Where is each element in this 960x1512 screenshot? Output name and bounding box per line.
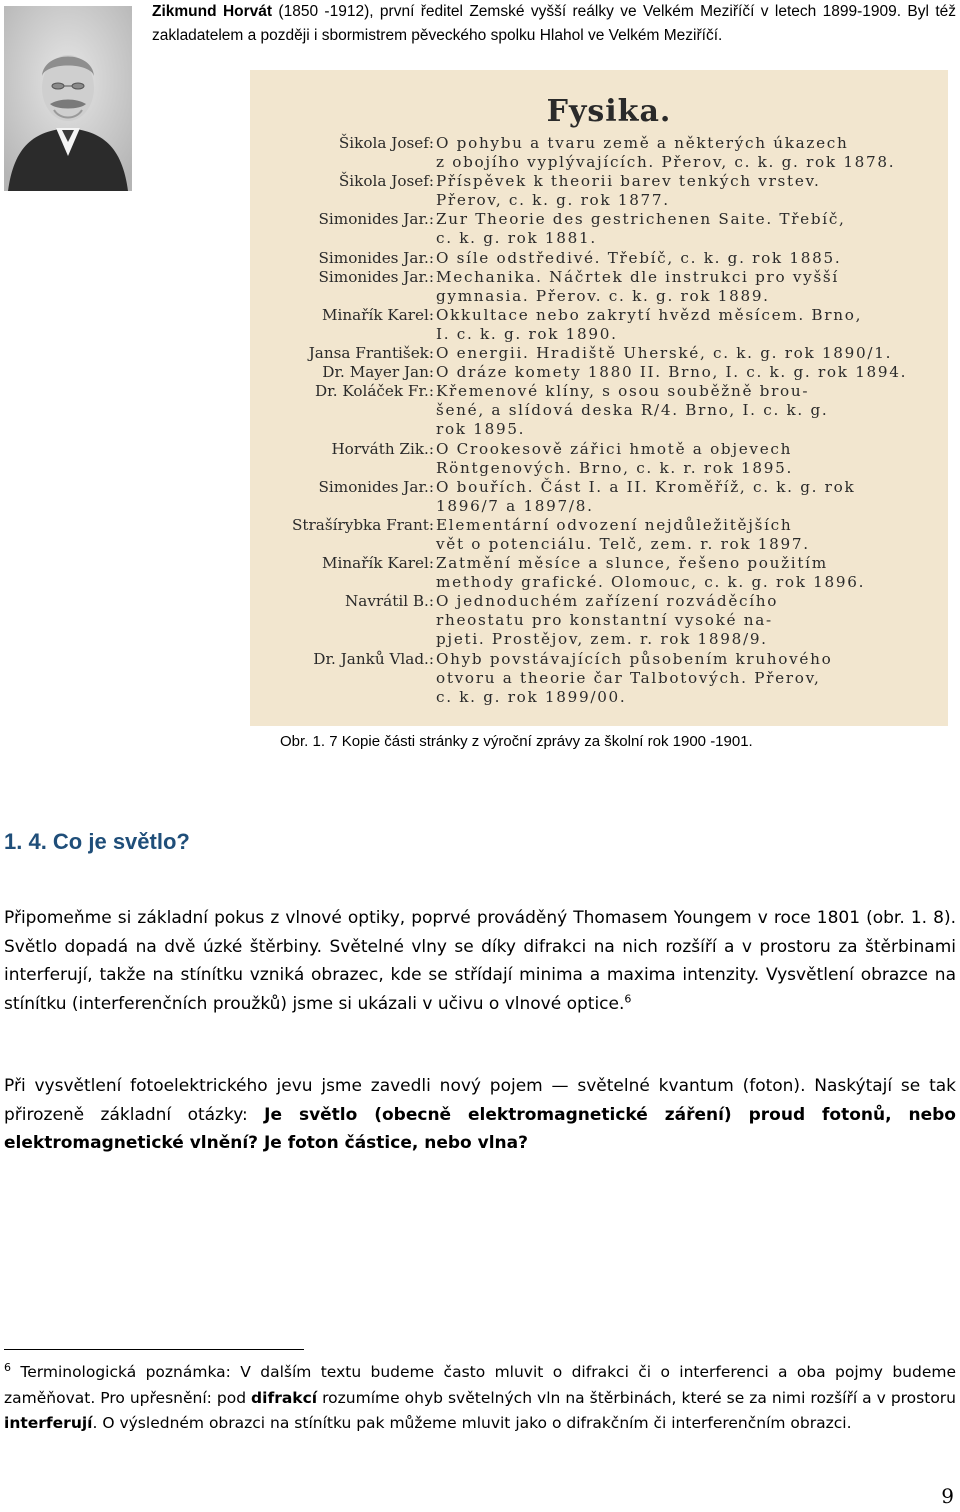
portrait-caption-text: (1850 -1912), první ředitel Zemské vyšší reálky ve Velkém Meziříčí v letech 1899-1909. Byl též zakladatelem a později i sbormistrem pěveckého spolku Hlahol ve Velkém Meziříčí. — [152, 3, 956, 44]
scan-title: Fysika. — [546, 94, 672, 129]
footnote — [4, 1360, 956, 1437]
scan-entry-line: O jednoduchém zařízení rozváděcího — [436, 592, 779, 611]
footnote-separator — [4, 1349, 304, 1350]
scan-entry-line: Zur Theorie des gestrichenen Saite. Třebíč, — [436, 210, 846, 229]
scan-entry-line: gymnasia. Přerov. c. k. g. rok 1889. — [436, 286, 770, 305]
scan-entry — [284, 516, 934, 554]
scan-entry-line: Příspěvek k theorii barev tenkých vrstev. — [436, 172, 821, 191]
scan-entry — [284, 554, 934, 592]
figure-caption: Obr. 1. 7 Kopie části stránky z výroční zprávy za školní rok 1900 -1901. — [280, 733, 753, 750]
footnote-number: 6 — [4, 1360, 11, 1374]
section-heading: 1. 4. Co je světlo? — [4, 829, 190, 854]
scan-entry-line: Zatmění měsíce a slunce, řešeno použitím — [436, 554, 828, 573]
scan-entry-author: Jansa František: — [308, 344, 434, 363]
portrait-caption — [152, 0, 956, 47]
scan-entry-line: rheostatu pro konstantní vysoké na- — [436, 611, 773, 630]
scan-entry-author: Šikola Josef: — [338, 172, 434, 191]
paragraph-2-text: Při vysvětlení fotoelektrického jevu jsme zavedli nový pojem — světelné kvantum (foton). Naskýtají se tak přirozeně základní otázky: — [4, 1076, 956, 1125]
scan-entry — [284, 306, 934, 344]
scan-entry-line: Přerov, c. k. g. rok 1877. — [436, 191, 670, 210]
portrait-caption-name: Zikmund Horvát — [152, 3, 273, 20]
scan-entry — [284, 268, 934, 306]
scan-entry — [284, 478, 934, 516]
scan-entry — [284, 344, 934, 363]
scan-entry-author: Simonides Jar.: — [318, 210, 434, 229]
scan-entry-line: otvoru a theorie čar Talbotových. Přerov, — [436, 668, 821, 687]
scan-entry-line: O bouřích. Část I. a II. Kroměříž, c. k. g. rok — [436, 477, 856, 496]
footnote-term-difrakci: difrakcí — [251, 1388, 318, 1407]
scan-entry-line: c. k. g. rok 1899/00. — [436, 687, 627, 706]
scan-entry-line: Elementární odvození nejdůležitějších — [436, 515, 793, 534]
scan-entry-author: Minařík Karel: — [321, 554, 434, 573]
scan-entry-line: Röntgenových. Brno, c. k. r. rok 1895. — [436, 458, 793, 477]
scan-entry-author: Šikola Josef: — [338, 134, 434, 152]
scan-entry-line: O dráze komety 1880 II. Brno, I. c. k. g. rok 1894. — [436, 363, 908, 382]
scan-entry-author: Dr. Mayer Jan: — [322, 363, 434, 382]
footnote-reference[interactable]: 6 — [624, 991, 632, 1005]
portrait-illustration — [4, 6, 132, 191]
scan-entry — [284, 210, 934, 248]
scan-entries — [284, 134, 934, 707]
scan-entry-line: c. k. g. rok 1881. — [436, 229, 597, 248]
scan-entry-line: Okkultace nebo zakrytí hvězd měsícem. Brno, — [436, 305, 863, 324]
paragraph-2-bold: Je světlo (obecně elektromagnetické záření) proud fotonů, nebo elektromagnetické vlnění? Je foton částice, nebo vlna? — [4, 1104, 956, 1153]
scan-entry-author: Simonides Jar.: — [318, 477, 434, 496]
paragraph-1 — [4, 904, 956, 1018]
scan-entry-author: Minařík Karel: — [321, 305, 434, 324]
scan-entry — [284, 650, 934, 707]
scan-entry-line: vět o potenciálu. Telč, zem. r. rok 1897. — [436, 534, 810, 553]
paragraph-2 — [4, 1072, 956, 1158]
scan-entry-line: O Crookesově zářici hmotě a objevech — [436, 439, 793, 458]
scan-entry-line: Mechanika. Náčrtek dle instrukci pro vyšší — [436, 267, 839, 286]
footnote-term-interferuji: interferují — [4, 1414, 93, 1432]
scan-entry-line: pjeti. Prostějov, zem. r. rok 1898/9. — [436, 630, 768, 649]
scan-entry-author: Horváth Zik.: — [331, 439, 434, 458]
footnote-part1: Terminologická poznámka: V dalším textu budeme často mluvit o difrakci či o interferenci a oba pojmy budeme zaměňovat. Pro upřesnění: pod — [4, 1363, 956, 1407]
scan-entry — [284, 134, 934, 172]
scan-entry-line: O síle odstředivé. Třebíč, c. k. g. rok 1885. — [436, 248, 842, 267]
scan-entry-author: Simonides Jar.: — [318, 248, 434, 267]
scan-entry — [284, 363, 934, 382]
portrait-photo — [4, 6, 132, 191]
scan-entry-author: Simonides Jar.: — [318, 267, 434, 286]
scan-entry-line: O energii. Hradiště Uherské, c. k. g. rok 1890/1. — [436, 344, 893, 363]
scan-entry-author: Navrátil B.: — [345, 592, 434, 611]
paragraph-1-text: Připomeňme si základní pokus z vlnové optiky, poprvé prováděný Thomasem Youngem v roce 1801 (obr. 1. 8). Světlo dopadá na dvě úzké štěrbiny. Světelné vlny se díky difrakci na nich rozšíří a v prostoru za štěrbinami interferují, takže na stínítku vzniká obrazec, kde se střídají minima a maxima intenzity. Vysvětlení obrazce na stínítku (interferenčních proužků) jsme si ukázali v učivu o vlnové optice. — [4, 908, 956, 1014]
footnote-part2: rozumíme ohyb světelných vln na štěrbinách, které se za nimi rozšíří a v prostoru — [317, 1388, 956, 1407]
scan-entry-author: Dr. Koláček Fr.: — [314, 382, 434, 401]
scan-entry-author: Strašírybka Frant: — [292, 515, 434, 534]
page-number: 9 — [941, 1484, 954, 1508]
scan-entry — [284, 382, 934, 439]
scan-entry — [284, 172, 934, 210]
scan-entry-line: z obojího vyplývajících. Přerov, c. k. g. rok 1878. — [436, 153, 896, 172]
scan-entry-author: Dr. Janků Vlad.: — [313, 649, 434, 668]
scan-entry-line: Křemenové klíny, s osou souběžně brou- — [436, 382, 810, 401]
scan-entry — [284, 440, 934, 478]
scan-entry-line: I. c. k. g. rok 1890. — [436, 324, 618, 343]
scanned-page-image — [250, 70, 948, 726]
footnote-part3: . O výsledném obrazci na stínítku pak můžeme mluvit jako o difrakčním či interferenčním obrazci. — [92, 1414, 852, 1432]
scan-entry-line: Ohyb povstávajících působením kruhového — [436, 649, 833, 668]
scan-entry-line: rok 1895. — [436, 420, 526, 439]
scan-entry-line: šené, a slídová deska R/4. Brno, I. c. k. g. — [436, 401, 829, 420]
scan-entry-line: methody grafické. Olomouc, c. k. g. rok 1896. — [436, 573, 866, 592]
scan-entry-line: O pohybu a tvaru země a některých úkazech — [436, 134, 849, 152]
scan-entry — [284, 592, 934, 649]
scan-entry-line: 1896/7 a 1897/8. — [436, 496, 594, 515]
scan-entry — [284, 249, 934, 268]
